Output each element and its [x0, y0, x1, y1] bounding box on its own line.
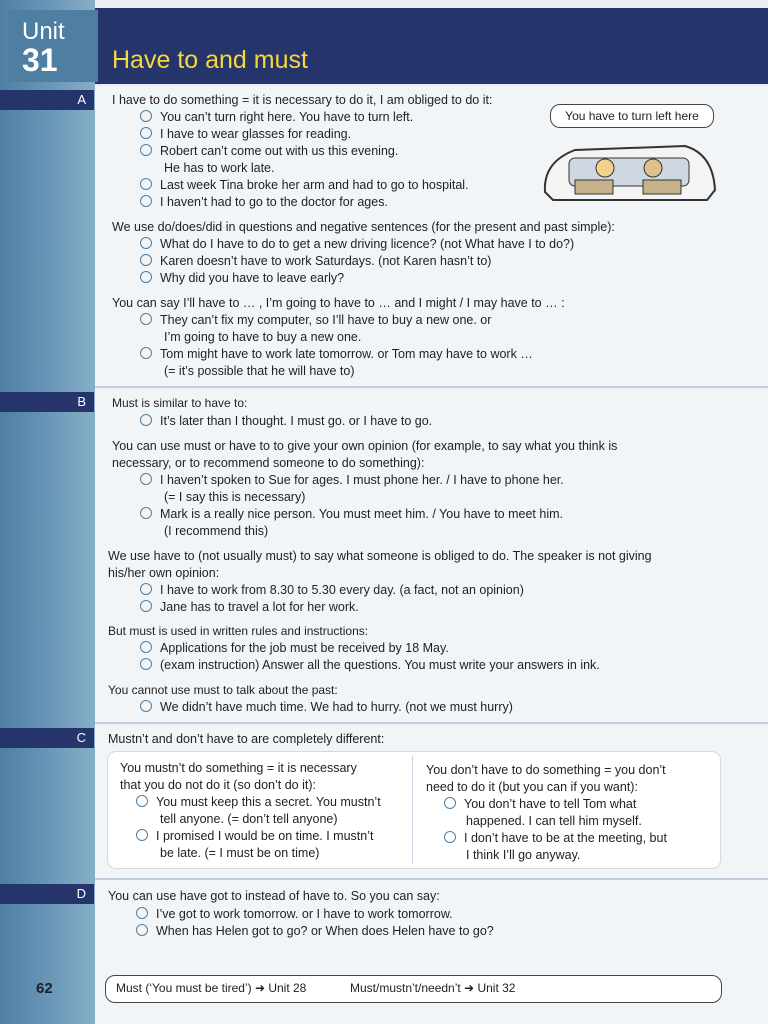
list-item: I’ve got to work tomorrow. or I have to work tomorrow. [136, 906, 453, 923]
section-d-intro: You can use have got to instead of have to. So you can say: [108, 889, 440, 903]
divider-bc [95, 722, 768, 724]
bullet-icon [136, 907, 148, 919]
list-item: (= it’s possible that he will have to) [164, 364, 355, 378]
section-b-opinion: You can use must or have to to give your own opinion (for example, to say what you think is [112, 439, 618, 453]
bullet-icon [140, 600, 152, 612]
bullet-icon [140, 658, 152, 670]
panel-left-line: be late. (= I must be on time) [160, 846, 320, 860]
unit-label: Unit [22, 18, 65, 45]
panel-left-line: tell anyone. (= don’t tell anyone) [160, 812, 338, 826]
bullet-icon [140, 110, 152, 122]
bullet-icon [136, 829, 148, 841]
section-c-intro: Mustn’t and don’t have to are completely different: [108, 732, 385, 746]
panel-left-line: You must keep this a secret. You mustn’t [136, 794, 381, 811]
section-label-c: C [0, 728, 94, 748]
list-item: Jane has to travel a lot for her work. [140, 599, 359, 616]
left-sidebar [0, 0, 95, 1024]
bullet-icon [140, 641, 152, 653]
list-item: I haven’t had to go to the doctor for ages. [140, 194, 388, 211]
bullet-icon [444, 797, 456, 809]
panel-left-line: that you do not do it (so don’t do it): [120, 778, 316, 792]
bullet-icon [140, 195, 152, 207]
section-b-line1: Must is similar to have to: [112, 396, 248, 410]
panel-left-line: You mustn’t do something = it is necessary [120, 761, 357, 775]
bullet-icon [140, 178, 152, 190]
section-a-intro: I have to do something = it is necessary to do it, I am obliged to do it: [112, 93, 493, 107]
divider-cd [95, 878, 768, 880]
panel-right-line: happened. I can tell him myself. [466, 814, 642, 828]
list-item: Why did you have to leave early? [140, 270, 344, 287]
bullet-icon [140, 583, 152, 595]
panel-right-line: You don’t have to do something = you don’t [426, 763, 666, 777]
bullet-icon [140, 507, 152, 519]
bullet-icon [140, 144, 152, 156]
panel-right-line: need to do it (but you can if you want): [426, 780, 638, 794]
bullet-icon [140, 271, 152, 283]
cross-reference-link[interactable]: Must (‘You must be tired’) ➜ Unit 28 [116, 981, 307, 995]
list-item: Karen doesn’t have to work Saturdays. (not Karen hasn’t to) [140, 253, 491, 270]
list-item: I’m going to have to buy a new one. [164, 330, 362, 344]
bullet-icon [140, 347, 152, 359]
list-item: He has to work late. [164, 161, 275, 175]
bullet-icon [140, 700, 152, 712]
list-item: You can’t turn right here. You have to turn left. [140, 109, 413, 126]
bullet-icon [136, 924, 148, 936]
unit-box [8, 10, 98, 82]
speech-bubble: You have to turn left here [550, 104, 714, 128]
list-item: (= I say this is necessary) [164, 490, 306, 504]
list-item: They can’t fix my computer, so I’ll have to buy a new one. or [140, 312, 491, 329]
section-a-can-say: You can say I’ll have to … , I’m going to have to … and I might / I may have to … : [112, 296, 565, 310]
section-label-d: D [0, 884, 94, 904]
bullet-icon [444, 831, 456, 843]
list-item: It’s later than I thought. I must go. or I have to go. [140, 413, 432, 430]
panel-right-line: I don’t have to be at the meeting, but [444, 830, 667, 847]
list-item: Last week Tina broke her arm and had to go to hospital. [140, 177, 469, 194]
list-item: Applications for the job must be received by 18 May. [140, 640, 449, 657]
bullet-icon [140, 473, 152, 485]
list-item: Mark is a really nice person. You must meet him. / You have to meet him. [140, 506, 563, 523]
bullet-icon [140, 414, 152, 426]
section-b-obliged2: his/her own opinion: [108, 566, 220, 580]
panel-divider [412, 756, 413, 864]
section-label-a: A [0, 90, 94, 110]
section-b-past: You cannot use must to talk about the past: [108, 683, 338, 697]
list-item: Tom might have to work late tomorrow. or Tom may have to work … [140, 346, 533, 363]
section-b-opinion2: necessary, or to recommend someone to do something): [112, 456, 425, 470]
list-item: I have to wear glasses for reading. [140, 126, 351, 143]
bullet-icon [140, 254, 152, 266]
page-number: 62 [36, 980, 53, 997]
page-title: Have to and must [112, 46, 308, 74]
list-item: I have to work from 8.30 to 5.30 every day. (a fact, not an opinion) [140, 582, 524, 599]
list-item: When has Helen got to go? or When does Helen have to go? [136, 923, 494, 940]
list-item: (exam instruction) Answer all the questions. You must write your answers in ink. [140, 657, 600, 674]
bullet-icon [140, 313, 152, 325]
bullet-icon [140, 127, 152, 139]
car-illustration-icon [535, 132, 723, 208]
list-item: (I recommend this) [164, 524, 269, 538]
list-item: I haven’t spoken to Sue for ages. I must phone her. / I have to phone her. [140, 472, 564, 489]
bullet-icon [140, 237, 152, 249]
bullet-icon [136, 795, 148, 807]
panel-left-line: I promised I would be on time. I mustn’t [136, 828, 373, 845]
list-item: What do I have to do to get a new driving licence? (not What have I to do?) [140, 236, 574, 253]
unit-number: 31 [22, 42, 58, 78]
section-b-rules: But must is used in written rules and instructions: [108, 624, 369, 638]
panel-right-line: I think I’ll go anyway. [466, 848, 581, 862]
list-item: We didn’t have much time. We had to hurry. (not we must hurry) [140, 699, 513, 716]
panel-right-line: You don’t have to tell Tom what [444, 796, 636, 813]
cross-reference-link[interactable]: Must/mustn’t/needn’t ➜ Unit 32 [350, 981, 516, 995]
section-a-use-line: We use do/does/did in questions and negative sentences (for the present and past simple): [112, 220, 615, 234]
list-item: Robert can’t come out with us this evening. [140, 143, 398, 160]
section-label-b: B [0, 392, 94, 412]
section-b-obliged: We use have to (not usually must) to say what someone is obliged to do. The speaker is not giving [108, 549, 652, 563]
divider-ab [95, 386, 768, 388]
